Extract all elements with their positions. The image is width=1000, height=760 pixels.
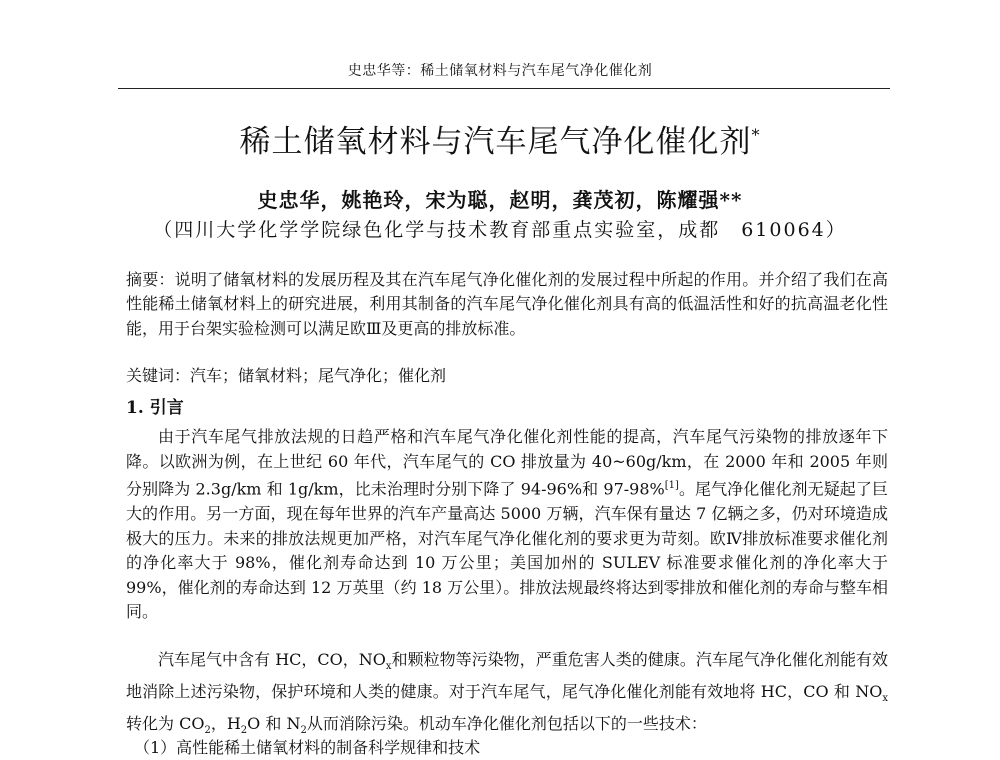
header-rule: [118, 88, 890, 89]
intro-text-a: 由于汽车尾气排放法规的日趋严格和汽车尾气净化催化剂性能的提高，汽车尾气污染物的排放逐年下降。以欧洲为例，在上世纪 60 年代，汽车尾气的 CO 排放量为 40~60g/km，在 2000 年和 2005 年则分别降为 2.3g/km 和 1g/km，比未治理时分别下降了 94-96%和 97-98%: [126, 427, 888, 499]
p2-text-a: 汽车尾气中含有 HC，CO，NO: [158, 650, 386, 669]
author-list: 史忠华，姚艳玲，宋为聪，赵明，龚茂初，陈耀强**: [257, 188, 743, 212]
p2-sub-n2: 2: [300, 724, 307, 736]
keywords-text: 汽车；储氧材料；尾气净化；催化剂: [190, 366, 447, 385]
p2-text-c: 转化为 CO: [126, 713, 205, 733]
running-header: 史忠华等：稀土储氧材料与汽车尾气净化催化剂: [347, 63, 653, 79]
title-footnote-mark: *: [751, 125, 761, 145]
p2-text-b: 和颗粒物等污染物，严重危害人类的健康。汽车尾气净化催化剂能有效地消除上述污染物，保护环境和人类的健康。对于汽车尾气，尾气净化催化剂能有效地将 HC，CO 和 NO: [126, 650, 888, 701]
section-number: 1.: [126, 398, 144, 418]
list-item: （1）高性能稀土储氧材料的制备科学规律和技术: [134, 738, 481, 757]
p2-sub-h2o: 2: [240, 724, 248, 736]
section-title: 引言: [149, 398, 184, 418]
paragraph-pollutants: [126, 648, 888, 743]
p2-text-f: 从而消除污染。机动车净化催化剂包括以下的一些技术：: [306, 713, 707, 733]
p2-text-e: O 和 N: [247, 713, 301, 733]
affiliation: （四川大学化学学院绿色化学与技术教育部重点实验室，成都 610064）: [153, 219, 847, 241]
p2-sub-co2: 2: [204, 724, 211, 736]
abstract-text: 说明了储氧材料的发展历程及其在汽车尾气净化催化剂的发展过程中所起的作用。并介绍了我们在高性能稀土储氧材料上的研究进展，利用其制备的汽车尾气净化催化剂具有高的低温活性和好的抗高温老化性能，用于台架实验检测可以满足欧Ⅲ及更高的排放标准。: [126, 270, 888, 338]
abstract: [126, 268, 888, 341]
title-text: 稀土储氧材料与汽车尾气净化催化剂: [239, 124, 752, 160]
abstract-label: 摘要：: [126, 270, 175, 289]
p2-sub-x2: x: [882, 692, 888, 704]
intro-text-b: 。尾气净化催化剂无疑起了巨大的作用。另一方面，现在每年世界的汽车产量高达 5000 万辆，汽车保有量达 7 亿辆之多，仍对环境造成极大的压力。未来的排放法规更加严格，对汽车尾气净化催化剂的要求更为苛刻。欧Ⅳ排放标准要求催化剂的净化率大于 98%，催化剂寿命达到 10 万公里；美国加州的 SULEV 标准要求催化剂的净化率大于 99%，催化剂的寿命达到 12 万英里（约 18 万公里）。排放法规最终将达到零排放和催化剂的寿命与整车相同。: [126, 479, 888, 622]
article-title: [0, 116, 1000, 161]
paragraph-intro: [126, 425, 888, 625]
section-heading-intro: [126, 393, 190, 418]
keywords-label: 关键词：: [126, 366, 191, 385]
p2-text-d: ，H: [210, 713, 241, 733]
p2-sub-x1: x: [385, 661, 392, 673]
keywords: [126, 364, 888, 388]
citation-ref: [1]: [664, 480, 679, 492]
